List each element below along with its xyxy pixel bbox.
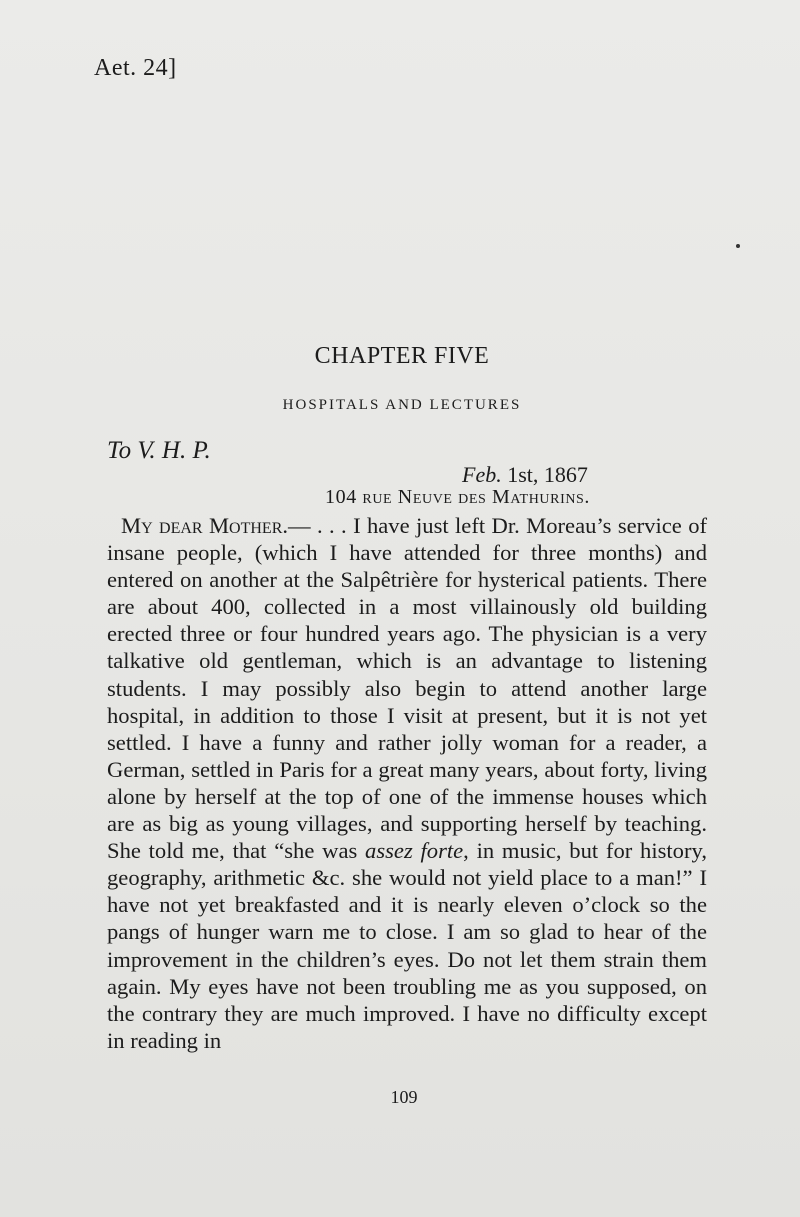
bleed-through-header <box>250 62 710 86</box>
letter-body-italic: assez forte <box>365 838 464 864</box>
letter-address: 104 rue Neuve des Mathurins. <box>325 486 591 508</box>
paper-speck <box>736 244 740 248</box>
running-head: Aet. 24] <box>94 55 177 81</box>
letter-date-rest: 1st, 1867 <box>507 462 588 487</box>
letter-salutation: My dear Mother. <box>121 513 289 538</box>
letter-recipient: To V. H. P. <box>107 437 211 464</box>
letter-body-part2: , in music, but for history, geography, arithmetic &c. she would not yield place to a man!” I have not yet breakfasted and it is nearly eleven o’clock so the pangs of hunger warn me to close. I am so glad to hear of the improvement in the children’s eyes. Do not let them strain them again. My eyes have not been troubling me as you supposed, on the contrary they are much improved. I have no difficulty except in reading in <box>107 838 707 1053</box>
letter-body-part1: — . . . I have just left Dr. Moreau’s service of insane people, (which I have attended for three months) and entered on another at the Salpêtrière for hysterical patients. There are about 400, collected in a most villainously old building erected three or four hundred years ago. The physician is a very talkative old gentleman, which is an advantage to listening students. I may possibly also begin to attend another large hospital, in addition to those I visit at present, but it is not yet settled. I have a funny and rather jolly woman for a reader, a German, settled in Paris for a great many years, about forty, living alone by herself at the top of one of the immense houses which are as big as young villages, and supporting herself by teaching. She told me, that “she was <box>107 513 708 864</box>
section-title: HOSPITALS AND LECTURES <box>282 397 522 413</box>
page-number: 109 <box>390 1087 418 1107</box>
chapter-title: CHAPTER FIVE <box>314 343 490 369</box>
letter-date-month: Feb. <box>462 462 502 487</box>
letter-date <box>462 462 588 488</box>
letter-body <box>107 512 707 1054</box>
